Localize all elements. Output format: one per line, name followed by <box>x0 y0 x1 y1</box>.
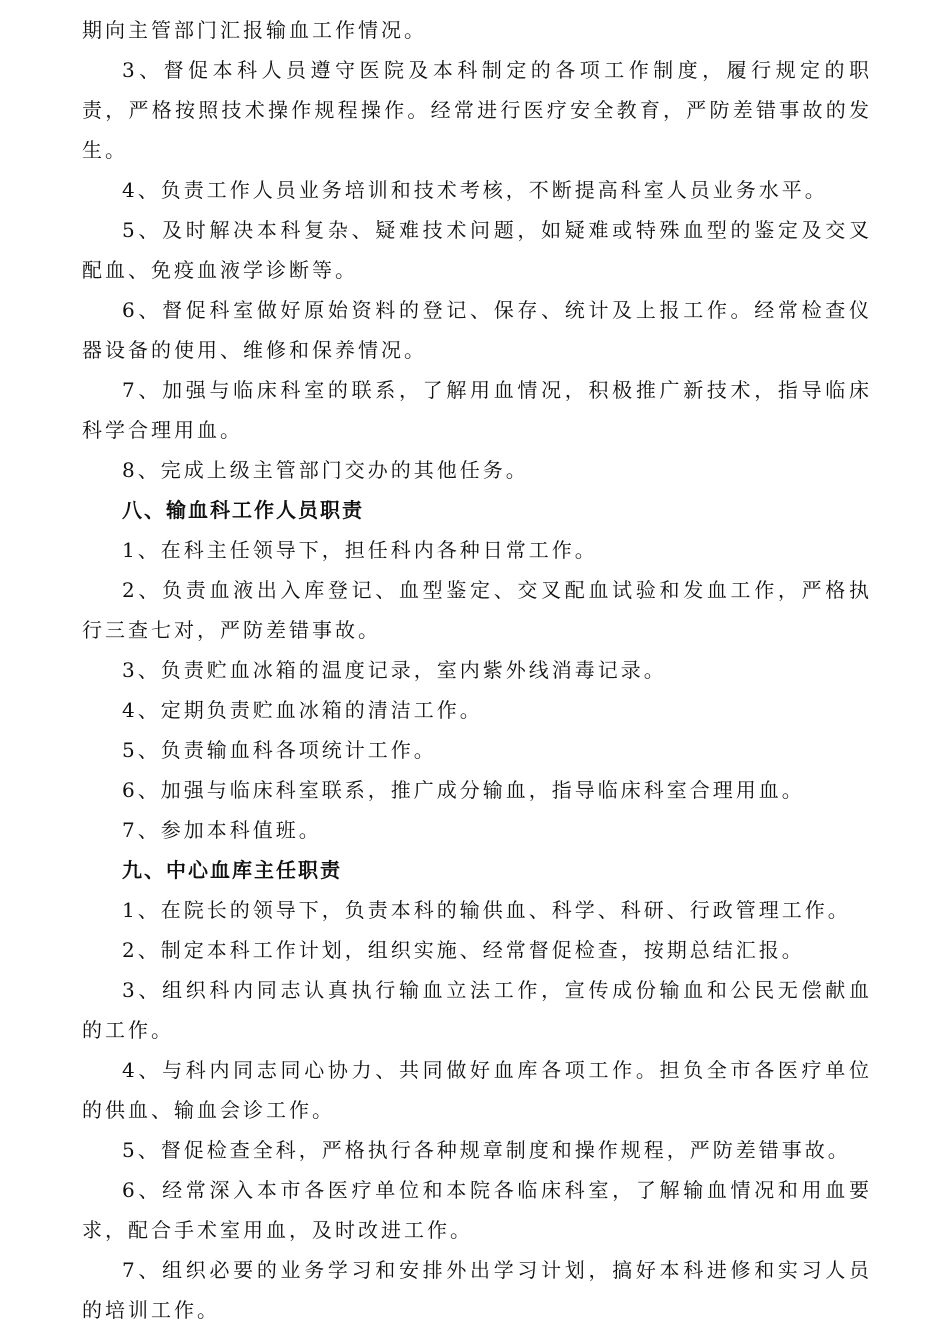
director-duty-item-4: 4、与科内同志同心协力、共同做好血库各项工作。担负全市各医疗单位的供血、输血会诊工作。 <box>82 1058 872 1122</box>
director-duty-item-1: 1、在院长的领导下，负责本科的输供血、科学、科研、行政管理工作。 <box>122 898 851 922</box>
duty-item-7: 7、加强与临床科室的联系，了解用血情况，积极推广新技术，指导临床科学合理用血。 <box>82 378 872 442</box>
staff-duty-item-2: 2、负责血液出入库登记、血型鉴定、交叉配血试验和发血工作，严格执行三查七对，严防差错事故。 <box>82 578 872 642</box>
paragraph-continuation: 期向主管部门汇报输血工作情况。 <box>82 18 427 42</box>
staff-duty-item-3: 3、负责贮血冰箱的温度记录，室内紫外线消毒记录。 <box>122 658 667 682</box>
document-page <box>82 10 872 1330</box>
duty-item-5: 5、及时解决本科复杂、疑难技术问题，如疑难或特殊血型的鉴定及交叉配血、免疫血液学诊断等。 <box>82 218 872 282</box>
duty-item-6: 6、督促科室做好原始资料的登记、保存、统计及上报工作。经常检查仪器设备的使用、维修和保养情况。 <box>82 298 872 362</box>
section-heading-8: 八、输血科工作人员职责 <box>122 498 364 522</box>
director-duty-item-5: 5、督促检查全科，严格执行各种规章制度和操作规程，严防差错事故。 <box>122 1138 851 1162</box>
director-duty-item-6: 6、经常深入本市各医疗单位和本院各临床科室，了解输血情况和用血要求，配合手术室用血，及时改进工作。 <box>82 1178 872 1242</box>
staff-duty-item-1: 1、在科主任领导下，担任科内各种日常工作。 <box>122 538 598 562</box>
staff-duty-item-7: 7、参加本科值班。 <box>122 818 322 842</box>
section-heading-9: 九、中心血库主任职责 <box>122 858 342 882</box>
staff-duty-item-4: 4、定期负责贮血冰箱的清洁工作。 <box>122 698 483 722</box>
director-duty-item-3: 3、组织科内同志认真执行输血立法工作，宣传成份输血和公民无偿献血的工作。 <box>82 978 872 1042</box>
duty-item-8: 8、完成上级主管部门交办的其他任务。 <box>122 458 529 482</box>
director-duty-item-2: 2、制定本科工作计划，组织实施、经常督促检查，按期总结汇报。 <box>122 938 805 962</box>
staff-duty-item-6: 6、加强与临床科室联系，推广成分输血，指导临床科室合理用血。 <box>122 778 805 802</box>
director-duty-item-7: 7、组织必要的业务学习和安排外出学习计划，搞好本科进修和实习人员的培训工作。 <box>82 1258 872 1322</box>
duty-item-4: 4、负责工作人员业务培训和技术考核，不断提高科室人员业务水平。 <box>122 178 828 202</box>
duty-item-3: 3、督促本科人员遵守医院及本科制定的各项工作制度，履行规定的职责，严格按照技术操作规程操作。经常进行医疗安全教育，严防差错事故的发生。 <box>82 58 872 162</box>
staff-duty-item-5: 5、负责输血科各项统计工作。 <box>122 738 437 762</box>
